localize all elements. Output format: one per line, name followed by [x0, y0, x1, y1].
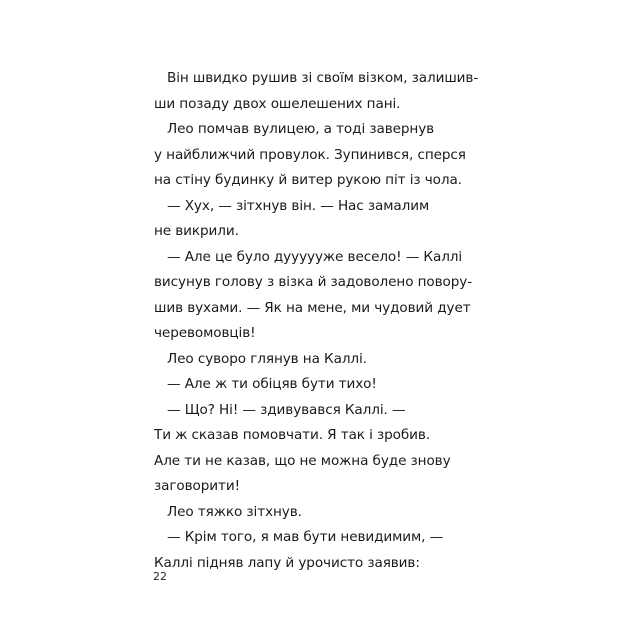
text-line: — Але ж ти обіцяв бути тихо! [167, 376, 377, 392]
text-line: — Крім того, я мав бути невидимим, — [167, 529, 444, 545]
text-line: Каллі підняв лапу й урочисто заявив: [154, 554, 420, 571]
text-line: черевомовців! [154, 325, 256, 341]
text-line: шив вухами. — Як на мене, ми чудовий дует [154, 299, 471, 316]
text-line: Ти ж сказав помовчати. Я так і зробив. [154, 427, 431, 443]
text-line: у найближчий провулок. Зупинився, сперся [154, 146, 466, 163]
text-line: на стіну будинку й витер рукою піт із чола. [154, 172, 462, 188]
text-line: ши позаду двох ошелешених пані. [154, 95, 401, 112]
text-line: Лео помчав вулицею, а тоді завернув [167, 121, 435, 137]
text-line: не викрили. [154, 223, 239, 239]
text-line: — Що? Ні! — здивувався Каллі. — [167, 401, 406, 418]
text-line: — Але це було дуууууже весело! — Каллі [167, 248, 463, 265]
text-line: Лео тяжко зітхнув. [167, 503, 302, 520]
text-line: висунув голову з візка й задоволено повору- [154, 274, 473, 290]
page-number: 22 [153, 570, 167, 583]
text-line: заговорити! [154, 478, 240, 494]
text-line: Але ти не казав, що не можна буде знову [154, 452, 451, 469]
body-text [154, 66, 494, 576]
text-line: Він швидко рушив зі своїм візком, залишив- [167, 70, 479, 86]
text-line: Лео суворо глянув на Каллі. [167, 350, 367, 367]
text-line: — Хух, — зітхнув він. — Нас замалим [167, 197, 430, 214]
